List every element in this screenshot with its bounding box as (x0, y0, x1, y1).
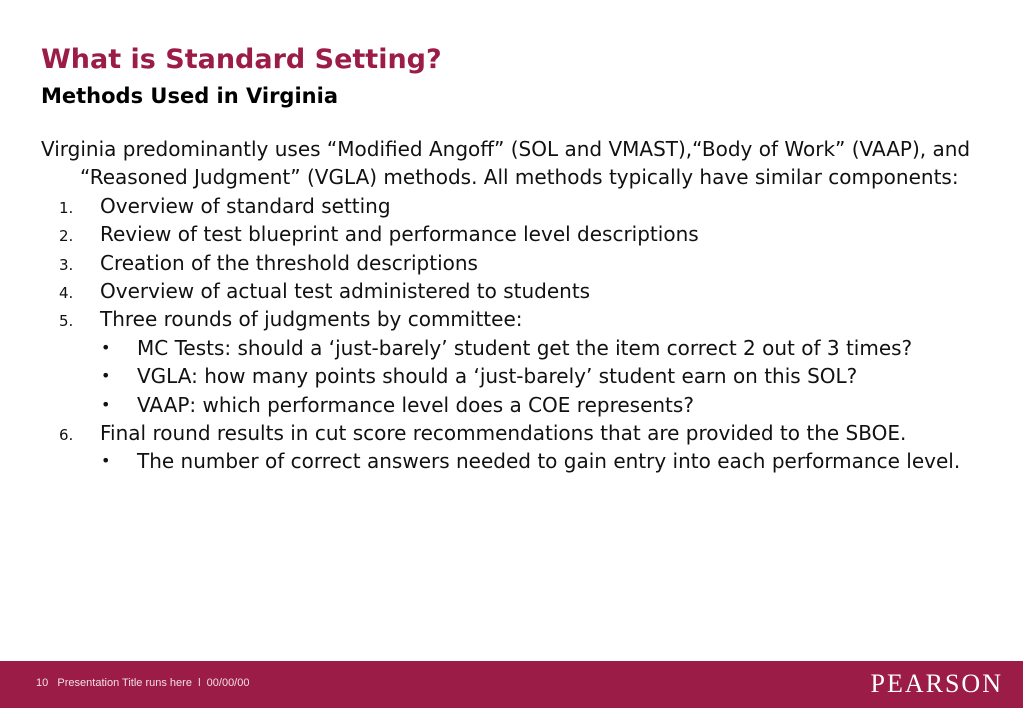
footer-date: 00/00/00 (206, 677, 250, 689)
item-text: Creation of the threshold descriptions (100, 250, 478, 275)
footer-separator: l (198, 677, 201, 689)
footer-text (36, 677, 249, 689)
item-number: 6. (59, 426, 74, 445)
list-item (41, 220, 1001, 248)
sub-list (100, 447, 1001, 475)
item-number: 5. (59, 312, 74, 331)
list-item (41, 192, 1001, 220)
item-text: Review of test blueprint and performance level descriptions (100, 222, 699, 247)
pearson-logo: PEARSON (870, 669, 1003, 698)
list-item (41, 419, 1001, 476)
slide-title: What is Standard Setting? (41, 44, 442, 75)
item-text: Final round results in cut score recommendations that are provided to the SBOE. (100, 421, 907, 446)
sub-item-text: MC Tests: should a ‘just-barely’ student get the item correct 2 out of 3 times? (137, 335, 913, 360)
list-item (41, 305, 1001, 419)
sub-list (100, 334, 1001, 419)
sub-item (41, 334, 1001, 362)
slide-body (41, 135, 1001, 476)
intro-paragraph: Virginia predominantly uses “Modified Angoff” (SOL and VMAST),“Body of Work” (VAAP), and “Reasoned Judgment” (VGLA) methods. All methods typically have similar components: (41, 137, 971, 190)
slide-subtitle: Methods Used in Virginia (41, 84, 338, 108)
sub-item-text: VAAP: which performance level does a COE represents? (137, 392, 694, 417)
page-number: 10 (36, 677, 49, 689)
bullet-icon: • (101, 337, 111, 357)
bullet-icon: • (101, 366, 111, 386)
list-item (41, 249, 1001, 277)
item-text: Overview of standard setting (100, 193, 391, 218)
sub-item-text: VGLA: how many points should a ‘just-barely’ student earn on this SOL? (137, 364, 858, 389)
item-number: 4. (59, 284, 74, 303)
sub-item-text: The number of correct answers needed to gain entry into each performance level. (137, 449, 961, 474)
item-number: 2. (59, 227, 74, 246)
footer-bar (0, 661, 1023, 708)
steps-list (41, 192, 1001, 476)
item-text: Overview of actual test administered to students (100, 279, 591, 304)
bullet-icon: • (101, 394, 111, 414)
item-number: 3. (59, 255, 74, 274)
presentation-title: Presentation Title runs here (57, 677, 192, 689)
item-text: Three rounds of judgments by committee: (100, 307, 523, 332)
sub-item (41, 391, 1001, 419)
sub-item (41, 447, 1001, 475)
item-number: 1. (59, 198, 74, 217)
sub-item (41, 362, 1001, 390)
bullet-icon: • (101, 451, 111, 471)
list-item (41, 277, 1001, 305)
